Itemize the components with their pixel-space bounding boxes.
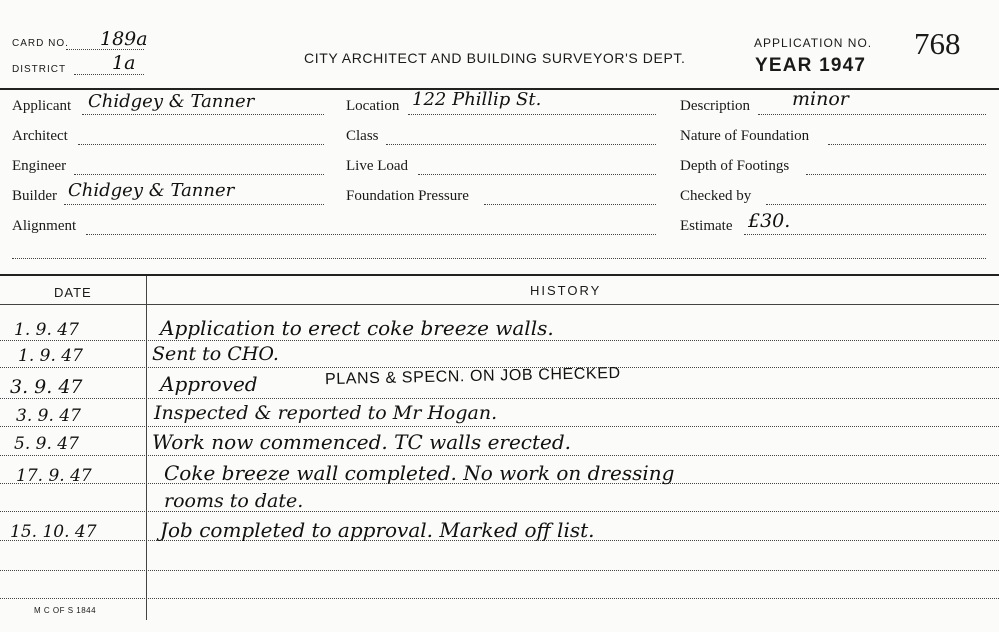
builder-value: Chidgey & Tanner bbox=[68, 180, 235, 201]
builder-label: Builder bbox=[12, 188, 57, 204]
history-date: 5. 9. 47 bbox=[14, 434, 79, 454]
checked-by-label: Checked by bbox=[680, 188, 752, 204]
location-label: Location bbox=[346, 98, 400, 114]
estimate-value: £30. bbox=[748, 210, 791, 232]
application-number: 768 bbox=[914, 26, 961, 61]
history-entry: rooms to date. bbox=[164, 490, 304, 512]
approval-stamp: PLANS & SPECN. ON JOB CHECKED bbox=[324, 364, 621, 389]
history-date: 17. 9. 47 bbox=[16, 466, 92, 486]
history-rule-10 bbox=[0, 598, 999, 599]
alignment-line bbox=[86, 234, 656, 235]
history-entry: Inspected & reported to Mr Hogan. bbox=[154, 402, 498, 424]
history-entry: Job completed to approval. Marked off list. bbox=[160, 518, 595, 542]
applicant-line bbox=[82, 114, 324, 115]
foundation-pressure-label: Foundation Pressure bbox=[346, 188, 469, 204]
history-entry: Application to erect coke breeze walls. bbox=[160, 316, 554, 340]
estimate-label: Estimate bbox=[680, 218, 733, 234]
district-label: DISTRICT bbox=[12, 64, 67, 75]
live-load-line bbox=[418, 174, 656, 175]
nature-of-foundation-label: Nature of Foundation bbox=[680, 128, 810, 144]
location-line bbox=[408, 114, 656, 115]
district-value: 1a bbox=[112, 52, 136, 74]
fields-divider bbox=[0, 274, 999, 276]
history-rule-3 bbox=[0, 398, 999, 399]
builder-line bbox=[64, 204, 324, 205]
date-column-header: DATE bbox=[54, 285, 92, 300]
architect-line bbox=[78, 144, 324, 145]
depth-of-footings-line bbox=[806, 174, 986, 175]
live-load-label: Live Load bbox=[346, 158, 409, 174]
engineer-line bbox=[74, 174, 324, 175]
history-date: 1. 9. 47 bbox=[14, 320, 79, 340]
depth-of-footings-label: Depth of Footings bbox=[680, 158, 790, 174]
class-label: Class bbox=[346, 128, 379, 144]
history-date: 3. 9. 47 bbox=[16, 406, 81, 426]
department-title: CITY ARCHITECT AND BUILDING SURVEYOR'S DEPT. bbox=[304, 50, 686, 66]
date-column-divider bbox=[146, 276, 147, 620]
applicant-value: Chidgey & Tanner bbox=[88, 91, 255, 112]
location-value: 122 Phillip St. bbox=[412, 89, 542, 110]
estimate-line bbox=[744, 234, 986, 235]
form-code: M C OF S 1844 bbox=[34, 606, 97, 615]
history-header-rule bbox=[0, 304, 999, 305]
history-rule-4 bbox=[0, 426, 999, 427]
engineer-label: Engineer bbox=[12, 158, 67, 174]
application-label: APPLICATION NO. bbox=[754, 36, 873, 50]
history-date: 1. 9. 47 bbox=[18, 346, 83, 366]
district-line bbox=[74, 74, 144, 75]
description-value: minor bbox=[792, 88, 849, 110]
foundation-pressure-line bbox=[484, 204, 656, 205]
blank-fields-line bbox=[12, 258, 986, 259]
history-rule-9 bbox=[0, 570, 999, 571]
history-date: 15. 10. 47 bbox=[10, 522, 97, 542]
description-line bbox=[758, 114, 986, 115]
applicant-label: Applicant bbox=[12, 98, 72, 114]
history-column-header: HISTORY bbox=[530, 283, 602, 298]
class-line bbox=[386, 144, 656, 145]
history-entry: Sent to CHO. bbox=[152, 343, 279, 365]
card-no-value: 189a bbox=[100, 28, 148, 50]
history-rule-7 bbox=[0, 511, 999, 512]
history-rule-5 bbox=[0, 455, 999, 456]
architect-label: Architect bbox=[12, 128, 68, 144]
alignment-label: Alignment bbox=[12, 218, 77, 234]
nature-of-foundation-line bbox=[828, 144, 986, 145]
history-entry: Work now commenced. TC walls erected. bbox=[152, 430, 572, 454]
history-entry: Coke breeze wall completed. No work on dressing bbox=[164, 461, 675, 485]
card-no-label: CARD NO. bbox=[12, 38, 69, 49]
history-rule-1 bbox=[0, 340, 999, 341]
history-date: 3. 9. 47 bbox=[10, 376, 83, 398]
year-label: YEAR 1947 bbox=[755, 55, 867, 76]
history-entry: Approved bbox=[160, 372, 258, 396]
checked-by-line bbox=[766, 204, 986, 205]
description-label: Description bbox=[680, 98, 750, 114]
